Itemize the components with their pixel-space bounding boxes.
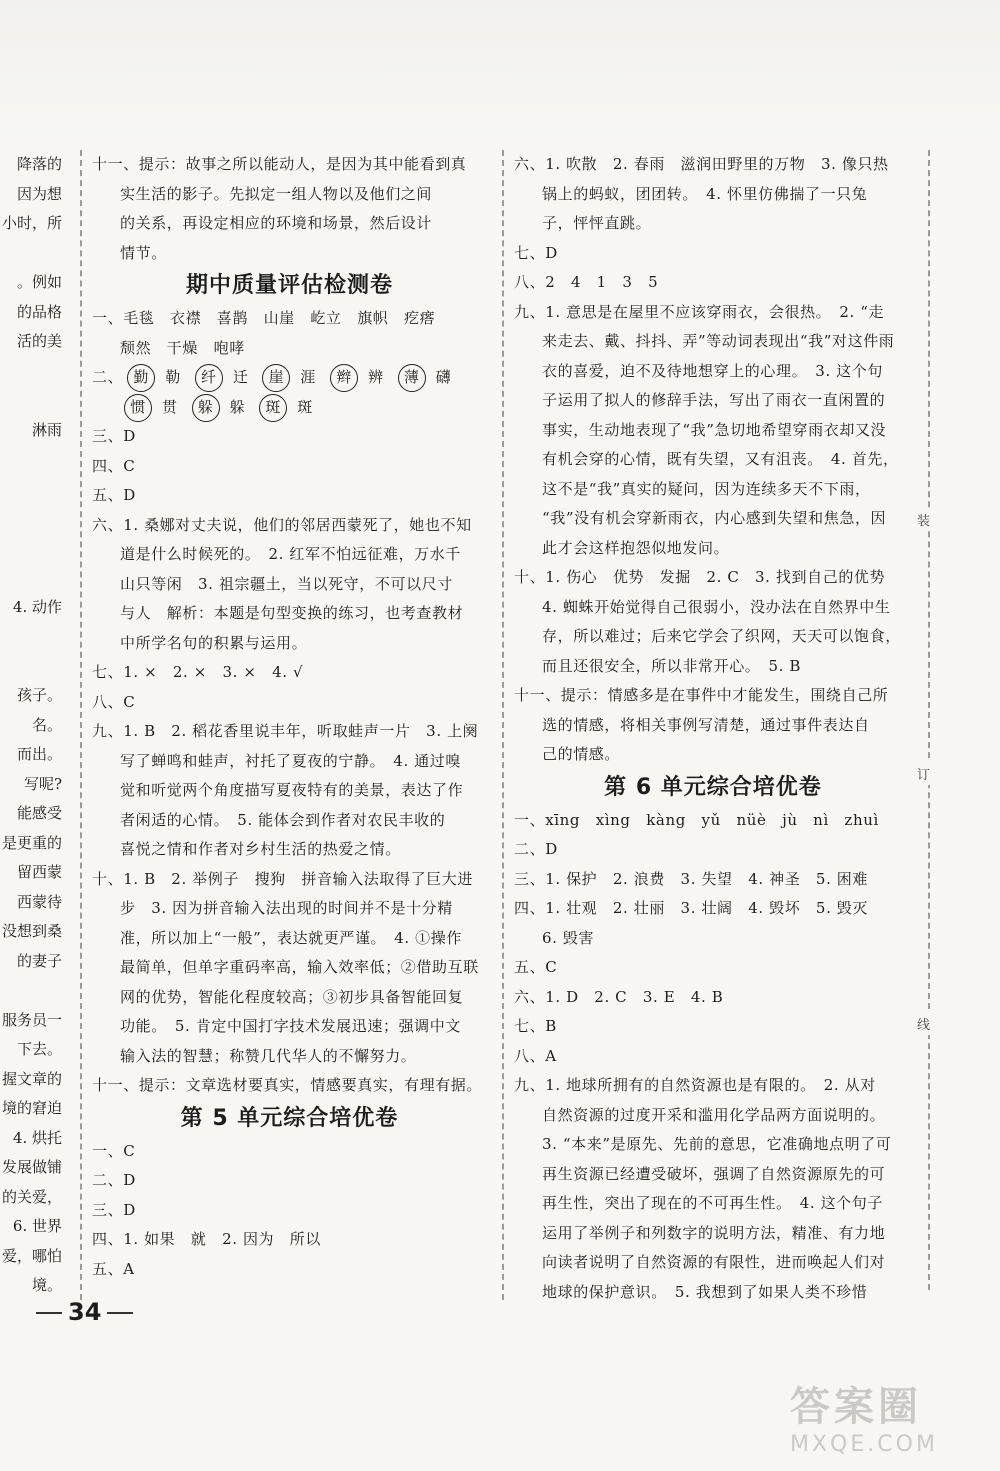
answer-line: 觉和听觉两个角度描写夏夜特有的美景，表达了作 xyxy=(120,781,464,799)
plain-char: 辨 xyxy=(368,368,384,386)
answer-line: 中所学名句的积累与运用。 xyxy=(120,633,308,652)
watermark-url: MXQE.COM xyxy=(790,1432,938,1457)
answer-line: 选的情感，将相关事例写清楚，通过事件表达自 xyxy=(542,715,870,734)
cut-off-text: 境的窘迫 xyxy=(1,1099,62,1117)
answer-line: 4. 蜘蛛开始觉得自己很弱小，没办法在自然界中生 xyxy=(542,597,891,616)
answer-line: 六、1. 桑娜对丈夫说，他们的邻居西蒙死了，她也不知 xyxy=(92,515,472,534)
plain-char: 涯 xyxy=(300,368,317,386)
answer-line: 的关系，再设定相应的环境和场景，然后设计 xyxy=(120,214,433,232)
answer-line: 向读者说明了自然资源的有限性，进而唤起人们对 xyxy=(542,1253,886,1271)
answer-line: 来走去、戴、抖抖、弄”等动词表现出“我”对这件雨 xyxy=(542,332,895,350)
answer-line: 喜悦之情和作者对乡村生活的热爱之情。 xyxy=(120,840,401,858)
cut-off-text: 因为想 xyxy=(16,184,62,203)
answer-line: 再生资源已经遭受破坏，强调了自然资源原先的可 xyxy=(542,1164,886,1183)
cut-off-text: 爱，哪怕 xyxy=(1,1246,62,1265)
cut-off-text xyxy=(0,239,62,269)
answer-line: 子，怦怦直跳。 xyxy=(542,214,652,232)
answer-line: 此才会这样抱怨似地发问。 xyxy=(542,538,730,557)
answer-line: 6. 毁害 xyxy=(542,928,595,947)
cut-off-text: 写呢? xyxy=(23,774,62,793)
answer-line: 情节。 xyxy=(120,243,167,262)
plain-char: 斑 xyxy=(297,397,313,416)
circled-char: 薄 xyxy=(398,364,426,392)
answer-line: 十一、提示：情感多是在事件中才能发生，围绕自己所 xyxy=(514,686,889,704)
cut-off-text xyxy=(0,622,62,652)
answer-line: 与人 解析：本题是句型变换的练习，也考查教材 xyxy=(120,604,464,622)
cut-off-text xyxy=(0,652,62,682)
binding-mark-1: 装 xyxy=(917,508,930,531)
answer-line: 颓然 干燥 咆哮 xyxy=(120,338,245,357)
answer-line: 七、B xyxy=(514,1017,557,1035)
circled-char: 崖 xyxy=(262,364,290,392)
circled-char: 纤 xyxy=(195,364,223,392)
answer-line: 九、1. 地球所拥有的自然资源也是有限的。 2. 从对 xyxy=(514,1076,876,1094)
answer-line: 己的情感。 xyxy=(542,745,621,763)
cut-off-text: 西蒙待 xyxy=(16,892,62,911)
answer-line: 实生活的影子。先拟定一组人物以及他们之间 xyxy=(120,184,433,203)
answer-line: 三、D xyxy=(92,1200,136,1219)
watermark xyxy=(790,1375,980,1465)
middle-column xyxy=(92,150,487,1284)
cut-off-text: 。例如 xyxy=(16,273,62,291)
cut-off-text: 而出。 xyxy=(16,745,62,763)
section-title: 第 5 单元综合培优卷 xyxy=(180,1105,399,1131)
answer-line: 3. “本来”是原先、先前的意思，它准确地点明了可 xyxy=(542,1135,892,1153)
answer-line: 九、1. 意思是在屋里不应该穿雨衣，会很热。 2. “走 xyxy=(514,302,885,321)
cut-off-text: 的品格 xyxy=(16,302,62,321)
answer-line: 山只等闲 3. 祖宗疆土，当以死守，不可以尺寸 xyxy=(120,574,453,593)
answer-line: 一、C xyxy=(92,1141,136,1160)
plain-char: 礴 xyxy=(435,368,452,386)
answer-line: 存，所以难过；后来它学会了织网，天天可以饱食， xyxy=(542,627,901,645)
answer-line: 运用了举例子和列数字的说明方法，精准、有力地 xyxy=(542,1223,886,1242)
cut-off-text xyxy=(0,534,62,564)
right-column xyxy=(514,150,912,1307)
cut-off-text xyxy=(0,976,62,1006)
cut-off-text: 小时，所 xyxy=(1,214,62,232)
plain-char: 迁 xyxy=(232,368,249,386)
circled-char: 勤 xyxy=(127,364,155,392)
scan-top-shade xyxy=(0,0,1000,145)
answer-line: 有机会穿的心情，既有失望，又有沮丧。 4. 首先， xyxy=(542,450,899,468)
answer-line: 六、1. D 2. C 3. E 4. B xyxy=(514,987,724,1006)
plain-char: 贯 xyxy=(162,397,178,416)
page-dash-right xyxy=(107,1312,133,1314)
answer-line: 五、D xyxy=(92,486,136,504)
plain-char: 勒 xyxy=(165,368,181,386)
answer-line: 四、1. 如果 就 2. 因为 所以 xyxy=(92,1230,321,1248)
cut-off-text: 留西蒙 xyxy=(16,863,62,881)
page-number-text: 34 xyxy=(68,1298,102,1326)
answer-line: 再生性，突出了现在的不可再生性。 4. 这个句子 xyxy=(542,1194,883,1212)
question-number: 二、 xyxy=(92,368,124,386)
cut-off-text xyxy=(0,563,62,593)
answer-line: 八、A xyxy=(514,1046,557,1065)
circled-char: 辫 xyxy=(330,364,358,392)
answer-line: 写了蝉鸣和蛙声，衬托了夏夜的宁静。 4. 通过嗅 xyxy=(120,751,461,770)
cut-off-text: 没想到桑 xyxy=(1,922,62,940)
answer-line: 输入法的智慧；称赞几代华人的不懈努力。 xyxy=(120,1046,417,1065)
answer-line: 衣的喜爱，迫不及待地想穿上的心理。 3. 这个句 xyxy=(542,361,883,380)
plain-char: 躲 xyxy=(229,397,246,416)
cut-off-text: 服务员一 xyxy=(1,1010,62,1029)
left-column-fragment xyxy=(0,150,62,1300)
circled-char: 斑 xyxy=(259,394,287,422)
answer-line: 事实，生动地表现了“我”急切地希望穿雨衣却又没 xyxy=(542,420,887,439)
answer-line: 道是什么时候死的。 2. 红军不怕远征难，万水千 xyxy=(120,545,461,563)
cut-off-text xyxy=(0,386,62,416)
answer-line: 地球的保护意识。 5. 我想到了如果人类不珍惜 xyxy=(542,1282,868,1301)
cut-off-text: 淋雨 xyxy=(31,420,62,439)
answer-line: 十一、提示：文章选材要真实，情感要真实，有理有据。 xyxy=(92,1076,483,1094)
column-divider-mid xyxy=(502,150,504,1300)
answer-line: 二、D xyxy=(92,1171,136,1189)
answer-line: 四、C xyxy=(92,456,136,475)
answer-line: 三、1. 保护 2. 浪费 3. 失望 4. 神圣 5. 困难 xyxy=(514,869,868,888)
answer-line: 五、A xyxy=(92,1259,135,1278)
answer-line: 者闲适的心情。 5. 能体会到作者对农民丰收的 xyxy=(120,810,446,829)
answer-line: 九、1. B 2. 稻花香里说丰年，听取蛙声一片 3. 上阕 xyxy=(92,722,479,740)
cut-off-text xyxy=(0,504,62,534)
section-title: 期中质量评估检测卷 xyxy=(185,273,393,298)
circled-char-row xyxy=(92,363,487,393)
answer-line: 功能。 5. 肯定中国打字技术发展迅速；强调中文 xyxy=(120,1017,461,1035)
answer-line: 七、D xyxy=(514,243,558,262)
answer-line: 锅上的蚂蚁，团团转。 4. 怀里仿佛揣了一只兔 xyxy=(542,184,868,203)
binding-mark-3: 线 xyxy=(917,1012,930,1035)
answer-line: 六、1. 吹散 2. 春雨 滋润田野里的万物 3. 像只热 xyxy=(514,155,889,173)
cut-off-text: 活的美 xyxy=(16,332,62,350)
column-divider-left xyxy=(80,150,82,1300)
answer-line: 二、D xyxy=(514,840,558,858)
answer-line: 自然资源的过度开采和滥用化学品两方面说明的。 xyxy=(542,1105,886,1124)
circled-char: 躲 xyxy=(192,394,220,422)
cut-off-text xyxy=(0,445,62,475)
answer-line: 十、1. 伤心 优势 发掘 2. C 3. 找到自己的优势 xyxy=(514,568,886,586)
answer-line: 十一、提示：故事之所以能动人，是因为其中能看到真 xyxy=(92,155,467,173)
answer-line: 七、1. × 2. × 3. × 4. √ xyxy=(92,663,304,681)
answer-line: 十、1. B 2. 举例子 搜狗 拼音输入法取得了巨大进 xyxy=(92,869,473,888)
page-number xyxy=(30,1298,139,1326)
cut-off-text: 握文章的 xyxy=(1,1069,62,1088)
section-title: 第 6 单元综合培优卷 xyxy=(604,774,822,800)
cut-off-text: 孩子。 xyxy=(16,686,62,704)
cut-off-text: 4. 动作 xyxy=(12,597,62,616)
answer-line: 子运用了拟人的修辞手法，写出了雨衣一直闲置的 xyxy=(542,391,886,409)
answer-line: 三、D xyxy=(92,427,136,445)
answer-line: 最简单，但单字重码率高，输入效率低；②借助互联 xyxy=(120,958,479,976)
page-dash-left xyxy=(36,1312,62,1314)
answer-line: 网的优势，智能化程度较高；③初步具备智能回复 xyxy=(120,987,464,1006)
circled-char-row xyxy=(92,393,487,423)
answer-line: 一、毛毯 衣襟 喜鹊 山崖 屹立 旗帜 疙瘩 xyxy=(92,309,436,327)
cut-off-text xyxy=(0,475,62,505)
cut-off-text: 4. 烘托 xyxy=(12,1128,62,1147)
cut-off-text: 6. 世界 xyxy=(12,1217,62,1235)
answer-line: 步 3. 因为拼音输入法出现的时间并不是十分精 xyxy=(120,899,453,917)
binding-line xyxy=(928,150,930,1290)
cut-off-text: 能感受 xyxy=(16,804,62,822)
answer-line: 四、1. 壮观 2. 壮丽 3. 壮阔 4. 毁坏 5. 毁灭 xyxy=(514,899,868,917)
answer-line: 这不是“我”真实的疑问，因为连续多天不下雨， xyxy=(542,479,871,498)
answer-line: 八、2 4 1 3 5 xyxy=(514,273,659,291)
circled-char: 惯 xyxy=(124,394,152,422)
answer-line: 一、xīng xìng kàng yǔ nüè jù nì zhuì xyxy=(514,810,879,829)
answer-line: 八、C xyxy=(92,692,136,711)
answer-line: “我”没有机会穿新雨衣，内心感到失望和焦急，因 xyxy=(542,509,887,527)
watermark-text: 答案圈 xyxy=(790,1384,922,1430)
answer-line: 五、C xyxy=(514,958,558,976)
answer-line: 准，所以加上“一般”，表达就更严谨。 4. ①操作 xyxy=(120,928,462,947)
cut-off-text: 的妻子 xyxy=(16,951,62,970)
cut-off-text: 发展做铺 xyxy=(1,1158,62,1176)
cut-off-text xyxy=(0,357,62,387)
cut-off-text: 的关爱， xyxy=(1,1187,62,1206)
binding-mark-2: 订 xyxy=(917,762,930,785)
cut-off-text: 是更重的 xyxy=(1,833,62,852)
cut-off-text: 名。 xyxy=(31,715,62,734)
cut-off-text: 降落的 xyxy=(16,155,62,173)
cut-off-text: 境。 xyxy=(31,1276,62,1294)
cut-off-text: 下去。 xyxy=(16,1040,62,1058)
answer-line: 而且还很安全，所以非常开心。 5. B xyxy=(542,656,802,675)
